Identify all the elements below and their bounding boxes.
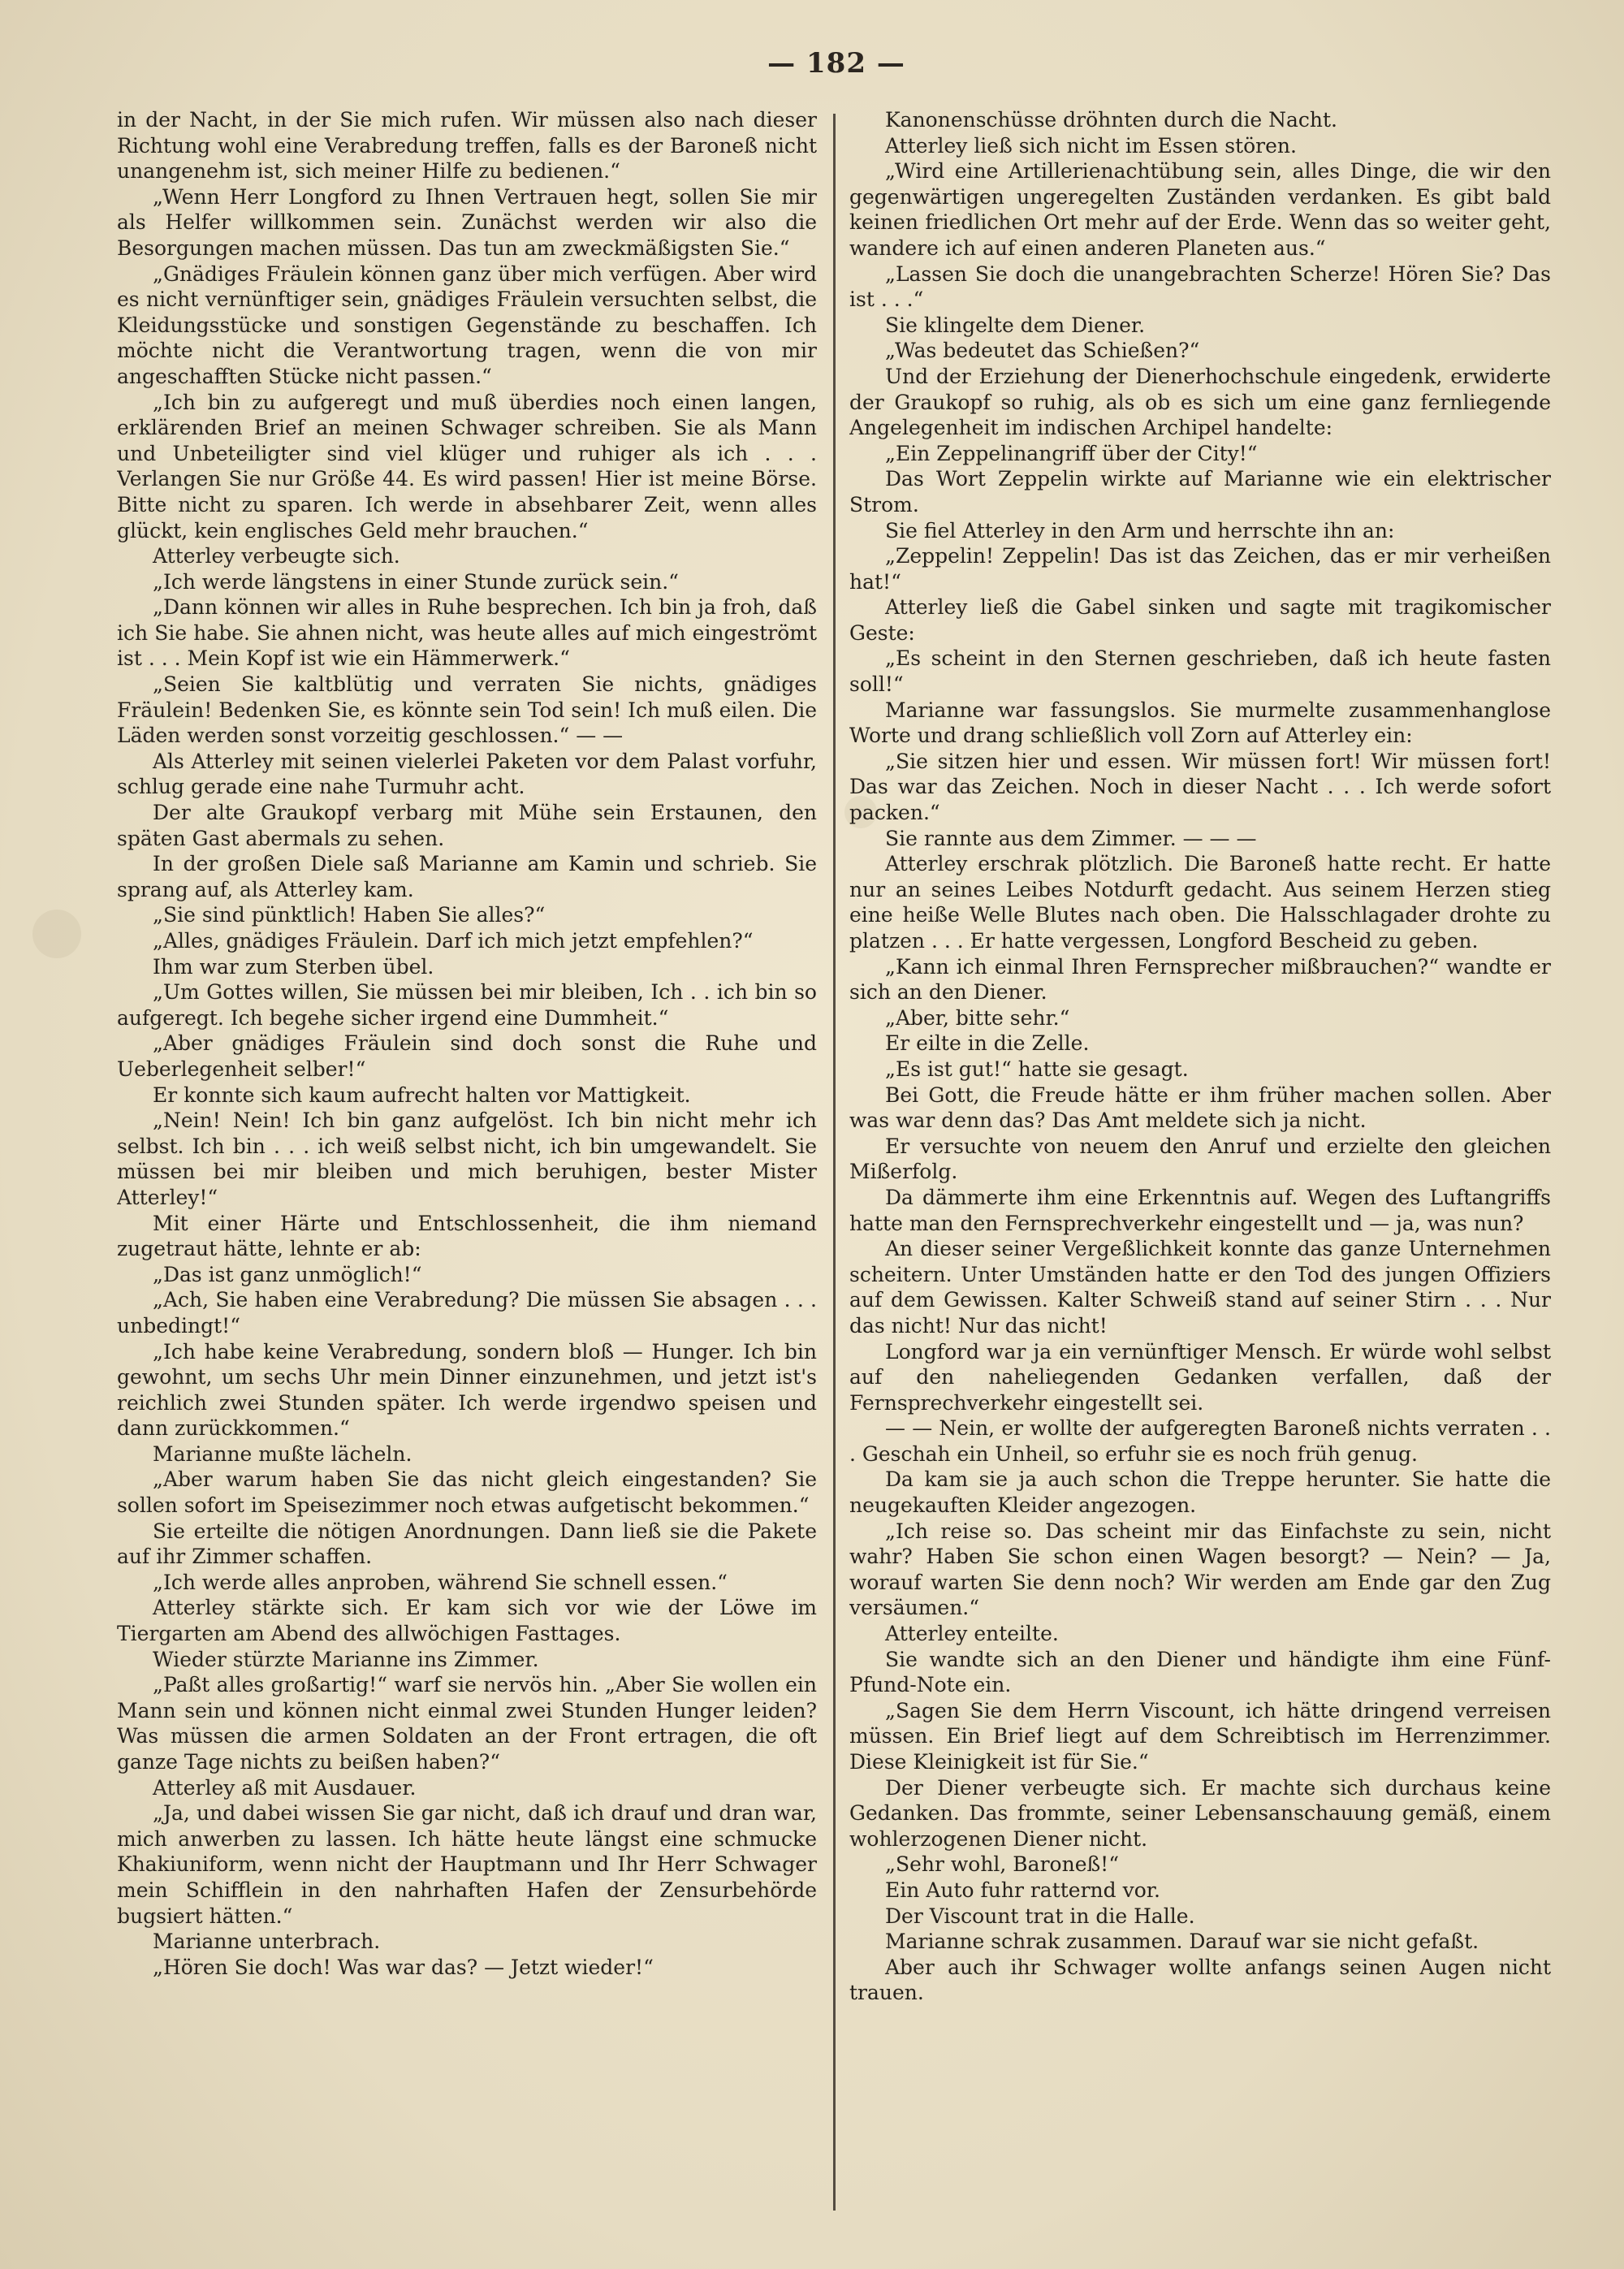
paragraph: „Das ist ganz unmöglich!“ — [153, 1262, 422, 1286]
paragraph: Der Viscount trat in die Halle. — [885, 1904, 1195, 1928]
paragraph: „Paßt alles großartig!“ warf sie nervös hin. „Aber Sie wollen ein Mann sein und können nicht einmal zwei Stunden Hunger leiden? Was müssen die armen Soldaten an der Front ertragen, die oft ganze Tage nichts zu beißen haben?“ — [117, 1673, 817, 1774]
paragraph: Sie klingelte dem Diener. — [885, 313, 1146, 337]
paragraph: Sie fiel Atterley in den Arm und herrschte ihn an: — [885, 518, 1395, 542]
paragraph: in der Nacht, in der Sie mich rufen. Wir müssen also nach dieser Richtung wohl eine Verabredung treffen, falls es der Baroneß nicht unangenehm ist, sich meiner Hilfe zu bedienen.“ — [117, 108, 817, 184]
paragraph: Das Wort Zeppelin wirkte auf Marianne wie ein elektrischer Strom. — [849, 467, 1551, 516]
paragraph: Marianne schrak zusammen. Darauf war sie nicht gefaßt. — [885, 1930, 1479, 1954]
paragraph: „Wird eine Artillerienachtübung sein, alles Dinge, die wir den gegenwärtigen ungeregelten Zuständen verdanken. Es gibt bald keinen friedlichen Ort mehr auf der Erde. Wenn das so weiter geht, wandere ich auf einen anderen Planeten aus.“ — [849, 159, 1551, 260]
paragraph: „Ach, Sie haben eine Verabredung? Die müssen Sie absagen . . . unbedingt!“ — [117, 1288, 817, 1338]
paragraph: Der Diener verbeugte sich. Er machte sich durchaus keine Gedanken. Das frommte, seiner Lebensanschauung gemäß, einem wohlerzogenen Diener nicht. — [849, 1775, 1551, 1851]
paragraph: Atterley erschrak plötzlich. Die Baroneß hatte recht. Er hatte nur an seines Leibes Notdurft gedacht. Aus seinem Herzen stieg eine heiße Welle Blutes nach oben. Die Halsschlagader drohte zu platzen . . . Er hatte vergessen, Longford Bescheid zu geben. — [849, 852, 1551, 953]
paragraph: In der großen Diele saß Marianne am Kamin und schrieb. Sie sprang auf, als Atterley kam. — [117, 852, 817, 901]
paragraph: „Was bedeutet das Schießen?“ — [885, 339, 1200, 363]
paragraph: „Ich reise so. Das scheint mir das Einfachste zu sein, nicht wahr? Haben Sie schon einen Wagen besorgt? — Nein? — Ja, worauf warten Sie denn noch? Wir werden am Ende gar den Zug versäumen.“ — [849, 1519, 1551, 1620]
paragraph: „Wenn Herr Longford zu Ihnen Vertrauen hegt, sollen Sie mir als Helfer willkommen sein. Zunächst werden wir also die Besorgungen machen müssen. Das tun am zweckmäßigsten Sie.“ — [117, 184, 817, 260]
paragraph: Mit einer Härte und Entschlossenheit, die ihm niemand zugetraut hätte, lehnte er ab: — [117, 1211, 817, 1261]
paragraph: „Ich bin zu aufgeregt und muß überdies noch einen langen, erklärenden Brief an meinen Schwager schreiben. Sie als Mann und Unbeteiligter sind viel klüger und ruhiger als ich . . . Verlangen Sie nur Größe 44. Es wird passen! Hier ist meine Börse. Bitte nicht zu sparen. Ich werde in absehbarer Zeit, wenn alles glückt, kein englisches Geld mehr brauchen.“ — [117, 390, 817, 542]
paragraph: Der alte Graukopf verbarg mit Mühe sein Erstaunen, den späten Gast abermals zu sehen. — [117, 801, 817, 850]
paragraph: „Ich habe keine Verabredung, sondern bloß — Hunger. Ich bin gewohnt, um sechs Uhr mein Dinner einzunehmen, und jetzt ist's reichlich zwei Stunden später. Ich werde irgendwo speisen und dann zurückkommen.“ — [117, 1339, 817, 1441]
paragraph: Atterley verbeugte sich. — [153, 544, 400, 568]
paragraph: „Nein! Nein! Ich bin ganz aufgelöst. Ich bin nicht mehr ich selbst. Ich bin . . . ich weiß selbst nicht, ich bin umgewandelt. Sie müssen bei mir bleiben und mich beruhigen, bester Mister Atterley!“ — [117, 1109, 817, 1209]
paragraph: Da kam sie ja auch schon die Treppe herunter. Sie hatte die neugekauften Kleider angezogen. — [849, 1467, 1551, 1518]
paragraph: „Sie sitzen hier und essen. Wir müssen fort! Wir müssen fort! Das war das Zeichen. Noch in dieser Nacht . . . Ich werde sofort packen.“ — [849, 749, 1551, 825]
paragraph: Ihm war zum Sterben übel. — [153, 954, 434, 979]
paragraph: Atterley enteilte. — [885, 1622, 1059, 1646]
paragraph: Atterley ließ sich nicht im Essen stören. — [885, 133, 1297, 158]
paragraph: Marianne unterbrach. — [153, 1930, 381, 1954]
paragraph: Atterley stärkte sich. Er kam sich vor wie der Löwe im Tiergarten am Abend des allwöchigen Fasttages. — [117, 1596, 817, 1646]
paragraph: „Alles, gnädiges Fräulein. Darf ich mich jetzt empfehlen?“ — [153, 929, 754, 953]
paragraph: „Um Gottes willen, Sie müssen bei mir bleiben, Ich . . ich bin so aufgeregt. Ich begehe sicher irgend eine Dummheit.“ — [117, 980, 817, 1030]
text-column-right — [849, 107, 1551, 2211]
paragraph: Ein Auto fuhr ratternd vor. — [885, 1878, 1160, 1902]
paper-stain — [32, 910, 81, 958]
text-column-left — [117, 107, 817, 2211]
paragraph: „Seien Sie kaltblütig und verraten Sie nichts, gnädiges Fräulein! Bedenken Sie, es könnte sein Tod sein! Ich muß eilen. Die Läden werden sonst vorzeitig geschlossen.“ — — — [117, 672, 817, 748]
paragraph: „Es ist gut!“ hatte sie gesagt. — [885, 1057, 1189, 1081]
paragraph: Und der Erziehung der Dienerhochschule eingedenk, erwiderte der Graukopf so ruhig, als ob es sich um eine ganz fernliegende Angelegenheit im indischen Archipel handelte: — [849, 364, 1551, 440]
paragraph: „Dann können wir alles in Ruhe besprechen. Ich bin ja froh, daß ich Sie habe. Sie ahnen nicht, was heute alles auf mich eingeströmt ist . . . Mein Kopf ist wie ein Hämmerwerk.“ — [117, 595, 817, 671]
paragraph: „Ein Zeppelinangriff über der City!“ — [885, 441, 1258, 465]
paragraph: „Es scheint in den Sternen geschrieben, daß ich heute fasten soll!“ — [849, 646, 1551, 697]
paragraph: „Sagen Sie dem Herrn Viscount, ich hätte dringend verreisen müssen. Ein Brief liegt auf dem Schreibtisch im Herrenzimmer. Diese Kleinigkeit ist für Sie.“ — [849, 1698, 1551, 1774]
paragraph: Als Atterley mit seinen vielerlei Paketen vor dem Palast vorfuhr, schlug gerade eine nahe Turmuhr acht. — [117, 749, 817, 799]
paragraph: An dieser seiner Vergeßlichkeit konnte das ganze Unternehmen scheitern. Unter Umständen hatte er den Tod des jungen Offiziers auf dem Gewissen. Kalter Schweiß stand auf seiner Stirn . . . Nur das nicht! Nur das nicht! — [849, 1237, 1551, 1338]
paragraph: „Zeppelin! Zeppelin! Das ist das Zeichen, das er mir verheißen hat!“ — [849, 544, 1551, 594]
paragraph: Da dämmerte ihm eine Erkenntnis auf. Wegen des Luftangriffs hatte man den Fernsprechverkehr eingestellt und — ja, was nun? — [849, 1185, 1551, 1235]
paragraph: — — Nein, er wollte der aufgeregten Baroneß nichts verraten . . . Geschah ein Unheil, so erfuhr sie es noch früh genug. — [849, 1416, 1551, 1466]
paragraph: „Ich werde alles anproben, während Sie schnell essen.“ — [153, 1570, 728, 1594]
paragraph: „Ich werde längstens in einer Stunde zurück sein.“ — [153, 569, 679, 594]
paragraph: „Hören Sie doch! Was war das? — Jetzt wieder!“ — [153, 1955, 654, 1979]
paragraph: „Kann ich einmal Ihren Fernsprecher mißbrauchen?“ wandte er sich an den Diener. — [849, 954, 1551, 1005]
paragraph: Atterley aß mit Ausdauer. — [153, 1775, 417, 1800]
paragraph: Wieder stürzte Marianne ins Zimmer. — [153, 1647, 539, 1671]
paragraph: „Sie sind pünktlich! Haben Sie alles?“ — [153, 903, 546, 927]
paragraph: Marianne mußte lächeln. — [153, 1441, 412, 1466]
paragraph: Kanonenschüsse dröhnten durch die Nacht. — [885, 108, 1337, 132]
paragraph: Sie wandte sich an den Diener und händigte ihm eine Fünf-Pfund-Note ein. — [849, 1647, 1551, 1697]
paragraph: „Aber gnädiges Fräulein sind doch sonst die Ruhe und Ueberlegenheit selber!“ — [117, 1031, 817, 1081]
paragraph: Sie rannte aus dem Zimmer. — — — — [885, 826, 1257, 850]
paragraph: Marianne war fassungslos. Sie murmelte zusammenhanglose Worte und drang schließlich voll Zorn auf Atterley ein: — [849, 698, 1551, 748]
paragraph: Bei Gott, die Freude hätte er ihm früher machen sollen. Aber was war denn das? Das Amt meldete sich ja nicht. — [849, 1083, 1551, 1133]
paragraph: „Gnädiges Fräulein können ganz über mich verfügen. Aber wird es nicht vernünftiger sein, gnädiges Fräulein versuchten selbst, die Kleidungsstücke und sonstigen Gegenstände zu beschaffen. Ich möchte nicht die Verantwortung tragen, wenn die von mir angeschafften Stücke nicht passen.“ — [117, 261, 817, 388]
page-number: — 182 — — [767, 47, 905, 80]
paragraph: „Ja, und dabei wissen Sie gar nicht, daß ich drauf und dran war, mich anwerben zu lassen. Ich hätte heute längst eine schmucke Khakiuniform, wenn nicht der Hauptmann und Ihr Herr Schwager mein Schifflein in den nahrhaften Hafen der Zensurbehörde bugsiert hätten.“ — [117, 1801, 817, 1928]
paragraph: Er versuchte von neuem den Anruf und erzielte den gleichen Mißerfolg. — [849, 1134, 1551, 1184]
paragraph: Longford war ja ein vernünftiger Mensch. Er würde wohl selbst auf den naheliegenden Gedanken verfallen, daß der Fernsprechverkehr eingestellt sei. — [849, 1339, 1551, 1415]
column-divider — [833, 114, 836, 2211]
paragraph: „Aber warum haben Sie das nicht gleich eingestanden? Sie sollen sofort im Speisezimmer noch etwas aufgetischt bekommen.“ — [117, 1467, 817, 1518]
paragraph: Atterley ließ die Gabel sinken und sagte mit tragikomischer Geste: — [849, 595, 1551, 645]
paragraph: Sie erteilte die nötigen Anordnungen. Dann ließ sie die Pakete auf ihr Zimmer schaffen. — [117, 1519, 817, 1569]
paragraph: Aber auch ihr Schwager wollte anfangs seinen Augen nicht trauen. — [849, 1955, 1551, 2005]
paragraph: Er eilte in die Zelle. — [885, 1031, 1090, 1056]
paragraph: Er konnte sich kaum aufrecht halten vor Mattigkeit. — [153, 1083, 691, 1107]
paragraph: „Aber, bitte sehr.“ — [885, 1005, 1070, 1030]
paragraph: „Lassen Sie doch die unangebrachten Scherze! Hören Sie? Das ist . . .“ — [849, 261, 1551, 312]
paragraph: „Sehr wohl, Baroneß!“ — [885, 1852, 1120, 1877]
